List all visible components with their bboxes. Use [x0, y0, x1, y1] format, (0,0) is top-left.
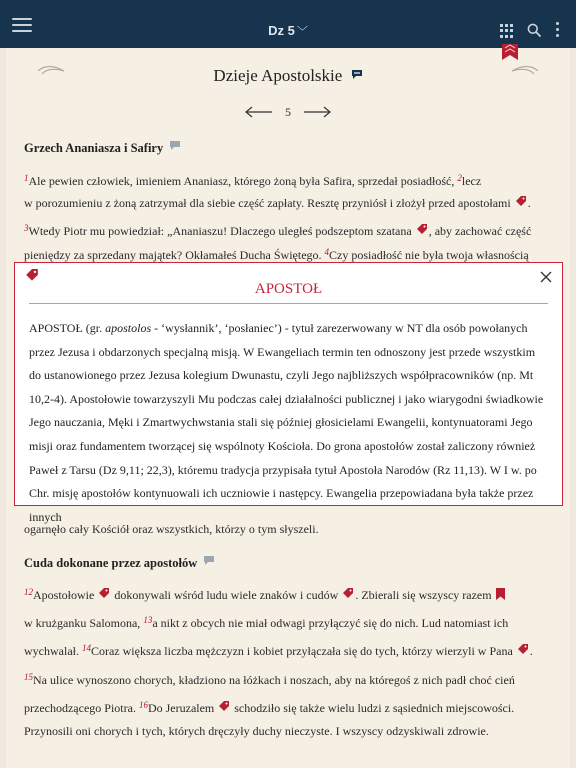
verse-text: a nikt z obcych nie miał odwagi przyłączyć się do nich. Lud natomiast ich [152, 616, 509, 630]
verse-text: Przynosili oni chorych i tych, których dręczyły duchy nieczyste. I wszyscy odzyskiwali zdrowie. [24, 724, 489, 738]
verse-line [24, 587, 506, 603]
dictionary-tag-icon[interactable] [515, 196, 527, 208]
verse-text: Do Jeruzalem [147, 701, 215, 715]
more-vert-icon[interactable] [552, 22, 562, 40]
verse-text: Apostołowie [33, 588, 95, 602]
comment-icon[interactable] [351, 69, 363, 80]
dictionary-tag-icon[interactable] [416, 224, 428, 236]
dictionary-tag-icon[interactable] [517, 644, 529, 656]
verse-number[interactable]: 1 [24, 173, 29, 183]
verse-text: . Zbierali się wszyscy razem [355, 588, 492, 602]
chevron-down-icon: ﹀ [296, 26, 308, 38]
section-heading-text: Grzech Ananiasza i Safiry [24, 141, 164, 155]
verse-line [24, 247, 529, 263]
section-heading [24, 140, 181, 156]
verse-text: Ale pewien człowiek, imieniem Ananiasz, którego żoną była Safira, sprzedał posiadłość, [28, 174, 458, 188]
popup-title: APOSTOŁ [254, 281, 323, 297]
divider [29, 303, 548, 304]
verse-text: w porozumieniu z żoną zatrzymał dla siebie część zapłaty. Resztę przyniósł i złożył przed apostołami [24, 196, 511, 210]
verse-text: w krużganku Salomona, [24, 616, 144, 630]
verse-line [24, 173, 481, 189]
verse-text: Czy posiadłość nie była twoja własnością [329, 248, 529, 262]
verse-number[interactable]: 16 [138, 700, 148, 710]
verse-number[interactable]: 3 [24, 223, 29, 233]
verse-line [24, 615, 508, 631]
verse-text: pieniędzy za sprzedany majątek? Okłamałeś Ducha Świętego. [24, 248, 325, 262]
section-heading [24, 555, 215, 571]
verse-number[interactable]: 4 [324, 247, 330, 257]
verse-number[interactable]: 2 [457, 173, 462, 183]
bookmark-ribbon-icon[interactable] [502, 44, 518, 60]
verse-text: , aby zachować część [428, 224, 532, 238]
dictionary-tag-icon[interactable] [342, 588, 354, 600]
verse-text: schodziło się także wielu ludzi z sąsiednich miejscowości. [234, 701, 515, 715]
chapter-number: 5 [285, 105, 291, 119]
comment-icon[interactable] [169, 140, 181, 151]
verse-number[interactable]: 12 [24, 587, 33, 597]
arrow-left-icon[interactable] [244, 104, 274, 120]
dictionary-popup[interactable] [14, 262, 563, 524]
verse-text: lecz [461, 174, 482, 188]
verse-number[interactable]: 14 [81, 643, 91, 653]
verse-line [24, 672, 515, 688]
top-app-bar [0, 0, 576, 48]
verse-text: Wtedy Piotr mu powiedział: „Ananiaszu! Dlaczego uległeś podszeptom szatana [28, 224, 412, 238]
popup-text: APOSTOŁ (gr. [29, 321, 106, 335]
verse-line: wychwalał. $^{14}$Coraz większa liczba mężczyzn i kobiet przyłączała się do tych, którzy wierzyli w Pana . [24, 643, 533, 658]
verse-text: Coraz większa liczba mężczyzn i kobiet przyłączała się do tych, którzy wierzyli w Pana [90, 644, 513, 658]
chapter-selector[interactable] [0, 0, 576, 48]
verse-text: dokonywali wśród ludu wiele znaków i cudów [114, 588, 339, 602]
book-title: Dzieje Apostolskie [213, 66, 343, 85]
verse-line [24, 223, 531, 239]
verse-text: Na ulice wynoszono chorych, kładziono na łóżkach i noszach, aby na któregoś z nich padł choć cień [33, 673, 515, 687]
chapter-title-label: Dz 5 [268, 23, 295, 38]
verse-line [24, 700, 514, 716]
grid-icon[interactable] [500, 24, 514, 38]
search-icon[interactable] [527, 23, 541, 37]
comment-icon[interactable] [203, 555, 215, 566]
bookmark-icon[interactable] [496, 588, 505, 600]
verse-text: ogarnęło cały Kościół oraz wszystkich, którzy o tym słyszeli. [24, 522, 319, 536]
verse-number[interactable]: 15 [24, 672, 33, 682]
book-title-row [0, 66, 576, 86]
chapter-navigation [0, 102, 576, 122]
popup-body[interactable] [29, 317, 546, 524]
verse-line [24, 724, 489, 739]
verse-line: w porozumieniu z żoną zatrzymał dla siebie część zapłaty. Resztę przyniósł i złożył przed apostołami . [24, 196, 531, 210]
section-heading-text: Cuda dokonane przez apostołów [24, 556, 198, 570]
arrow-right-icon[interactable] [302, 104, 332, 120]
verse-number[interactable]: 13 [143, 615, 153, 625]
popup-text-italic: apostolos [105, 321, 152, 335]
dictionary-tag-icon[interactable] [98, 588, 110, 600]
verse-text: przechodzącego Piotra. [24, 701, 139, 715]
dictionary-tag-icon[interactable] [218, 701, 230, 713]
popup-text: - ‘wysłannik’, ‘posłaniec’) - tytuł zarezerwowany w NT dla osób powołanych przez Jezusa i obdarzonych specjalną misją. W Ewangeliach termin ten odnoszony jest przede wszystkim do ustanowionego przez Jezusa kolegium Dwunastu, czyli Jego najbliższych współpracowników (np. Mt 10,2-4). Apostołowie towarzyszyli Mu podczas całej działalności publicznej i jako wiarygodni świadkowie Jego nauczania, Męki i Zmartwychwstania stali się później głosicielami Ewangelii, kontynuatorami Jego misji oraz fundamentem tworzącej się wspólnoty Kościoła. Do grona apostołów został zaliczony również Paweł z Tarsu (Dz 9,11; 22,3), któremu tradycja przypisała tytuł Apostoła Narodów (Rz 11,13). W I w. po Chr. misję apostołów kontynuowali ich uczniowie i następcy. Ewangelia przepowiadana była także przez innych [29, 321, 544, 524]
verse-text: wychwalał. [24, 644, 82, 658]
